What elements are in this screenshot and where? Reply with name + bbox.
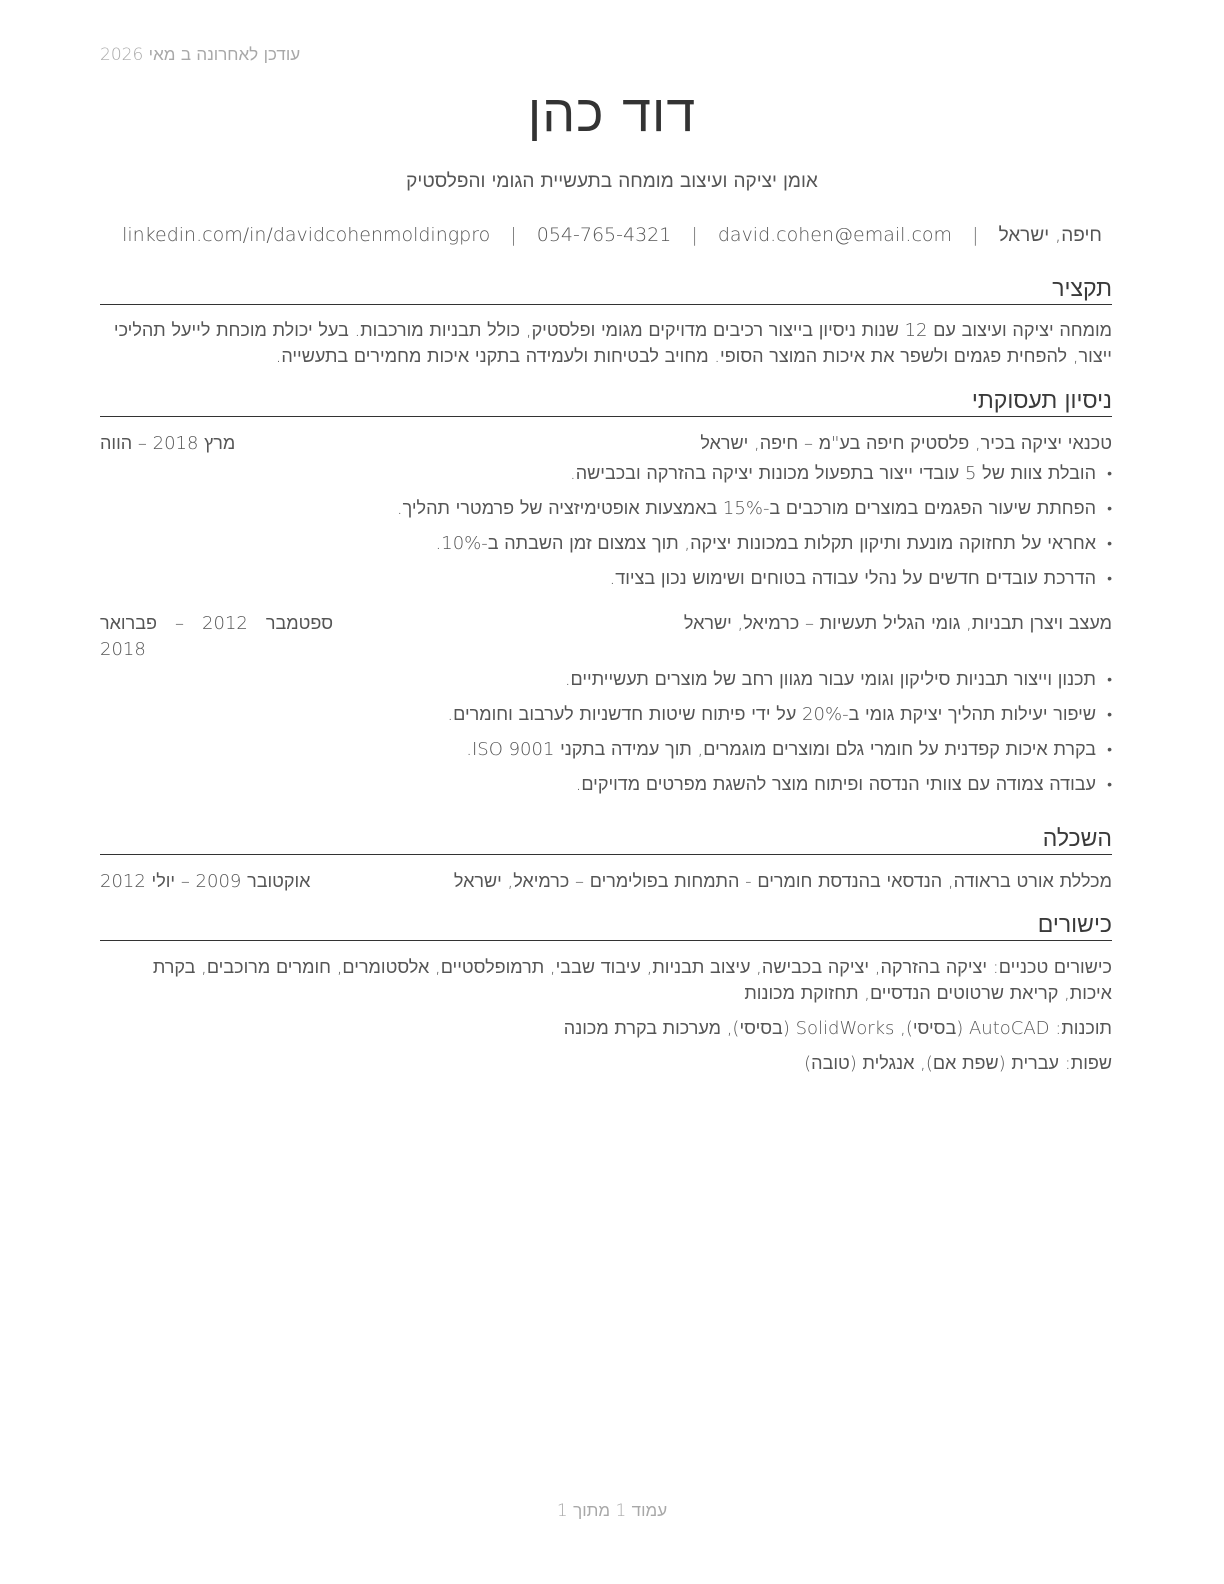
candidate-name: דוד כהן — [527, 84, 697, 144]
contact-line — [0, 224, 1224, 247]
candidate-headline: אומן יציקה ועיצוב מומחה בתעשיית הגומי והפלסטיק — [406, 170, 818, 192]
skills-technical: כישורים טכניים: יציקה בהזרקה, יציקה בכבישה, עיצוב תבניות, עיבוד שבבי, תרמופלסטיים, אלסטומרים, חומרים מרוכבים, בקרת איכות, קריאת שרטוטים הנדסיים, תחזוקת מכונות — [152, 957, 1112, 1004]
skills-section — [100, 910, 1112, 1077]
experience-section — [100, 386, 1112, 807]
education-entry — [100, 869, 1112, 895]
section-title-skills: כישורים — [100, 910, 1112, 941]
job-bullets — [100, 667, 1112, 798]
job-title: טכנאי יציקה בכיר, פלסטיק חיפה בע"מ – חיפה, ישראל — [700, 433, 1112, 454]
section-title-experience: ניסיון תעסוקתי — [100, 386, 1112, 417]
summary-text: מומחה יציקה ועיצוב עם 12 שנות ניסיון בייצור רכיבים מדויקים מגומי ופלסטיק, כולל תבניות מורכבות. בעל יכולת מוכחת לייעל תהליכי ייצור, להפחית פגמים ולשפר את איכות המוצר הסופי. מחויב לבטיחות ולעמידה בתקני איכות מחמירים בתעשייה. — [113, 320, 1112, 367]
list-item: • הדרכת עובדים חדשים על נהלי עבודה בטוחים ושימוש נכון בציוד. — [100, 566, 1112, 592]
list-item: • תכנון וייצור תבניות סיליקון וגומי עבור מגוון רחב של מוצרים תעשייתיים. — [100, 667, 1112, 693]
job-header — [100, 431, 1112, 457]
education-dates: אוקטובר 2009 – יולי 2012 — [100, 871, 311, 892]
summary-section — [100, 274, 1112, 370]
list-item: • שיפור יעילות תהליך יציקת גומי ב-20% על ידי פיתוח שיטות חדשניות לערבוב וחומרים. — [100, 702, 1112, 728]
education-section — [100, 824, 1112, 895]
job-entry — [100, 611, 1112, 798]
separator: | — [691, 224, 698, 246]
location-text: חיפה, ישראל — [998, 224, 1102, 246]
phone-number[interactable]: 054-765-4321 — [536, 224, 672, 246]
email-link[interactable]: david.cohen@email.com — [717, 224, 953, 246]
linkedin-link[interactable]: linkedin.com/in/davidcohenmoldingpro — [122, 224, 491, 246]
skills-languages: שפות: עברית (שפת אם), אנגלית (טובה) — [804, 1053, 1112, 1074]
separator: | — [972, 224, 979, 246]
page-number: עמוד 1 מתוך 1 — [556, 1501, 668, 1521]
section-title-education: השכלה — [100, 824, 1112, 855]
job-dates: ספטמבר 2012 – פברואר 2018 — [100, 613, 334, 660]
list-item: • אחראי על תחזוקה מונעת ותיקון תקלות במכונות יציקה, תוך צמצום זמן השבתה ב-10%. — [100, 531, 1112, 557]
skills-software: תוכנות: AutoCAD (בסיסי), SolidWorks (בסיסי), מערכות בקרת מכונה — [563, 1018, 1112, 1039]
section-title-summary: תקציר — [100, 274, 1112, 305]
job-entry — [100, 431, 1112, 592]
list-item: • בקרת איכות קפדנית על חומרי גלם ומוצרים מוגמרים, תוך עמידה בתקני ISO 9001. — [100, 737, 1112, 763]
job-title: מעצב ויצרן תבניות, גומי הגליל תעשיות – כרמיאל, ישראל — [683, 613, 1112, 634]
education-institution: מכללת אורט בראודה, הנדסאי בהנדסת חומרים - התמחות בפולימרים – כרמיאל, ישראל — [453, 871, 1112, 892]
list-item: • הפחתת שיעור הפגמים במוצרים מורכבים ב-15% באמצעות אופטימיזציה של פרמטרי תהליך. — [100, 496, 1112, 522]
list-item: • עבודה צמודה עם צוותי הנדסה ופיתוח מוצר להשגת מפרטים מדויקים. — [100, 772, 1112, 798]
job-bullets — [100, 461, 1112, 592]
separator: | — [510, 224, 517, 246]
job-dates: מרץ 2018 – הווה — [100, 433, 236, 454]
list-item: • הובלת צוות של 5 עובדי ייצור בתפעול מכונות יציקה בהזרקה ובכבישה. — [100, 461, 1112, 487]
job-header — [100, 611, 1112, 663]
last-updated: עודכן לאחרונה ב מאי 2026 — [100, 45, 301, 65]
